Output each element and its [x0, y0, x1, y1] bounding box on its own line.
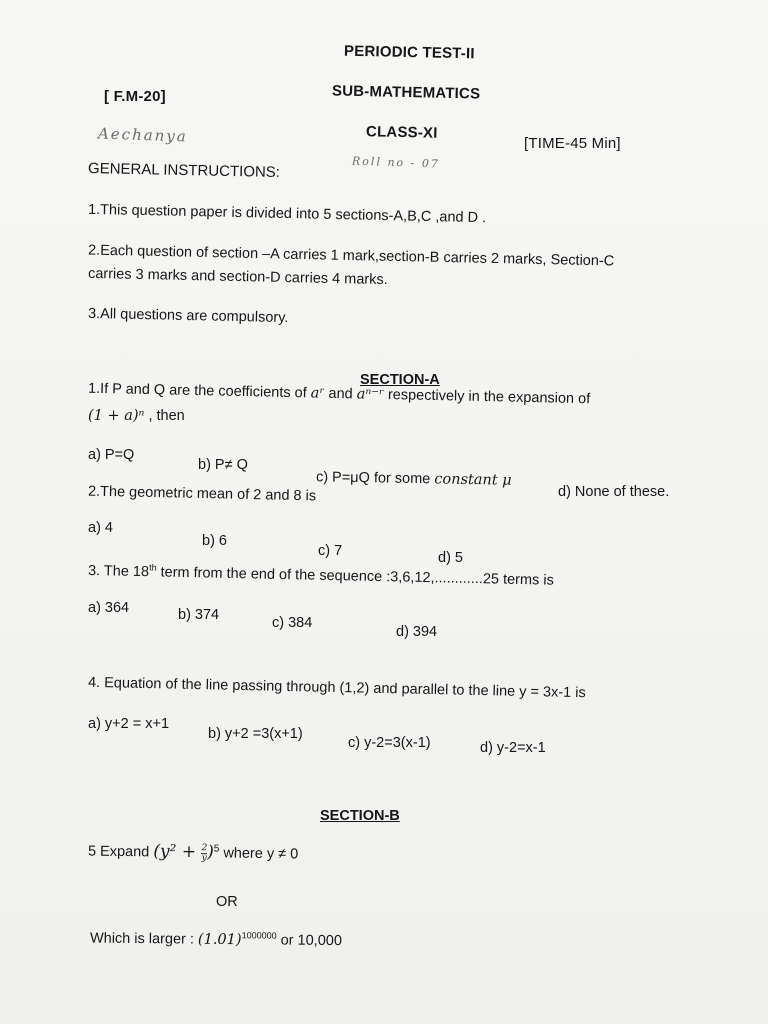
instruction-2: 2.Each question of section –A carries 1 mark,section-B carries 2 marks, Section-C	[87, 242, 615, 270]
q5-alt-start: Which is larger :	[89, 930, 199, 948]
q1-option-d: d) None of these.	[558, 484, 670, 500]
q1-math-expansion: (1 + a)ⁿ	[88, 408, 145, 424]
q1-option-c-text: c) P=μQ for some	[315, 469, 435, 488]
test-title: PERIODIC TEST-II	[343, 42, 475, 63]
question-3	[88, 561, 554, 589]
q5-text-start: 5 Expand	[87, 843, 154, 861]
question-1-line-1	[88, 381, 590, 408]
q4-option-d: d) y-2=x-1	[480, 740, 546, 756]
q1-math-a-nr: aⁿ⁻ʳ	[356, 386, 385, 403]
q4-option-a: a) y+2 = x+1	[88, 716, 170, 732]
question-1-line-2	[88, 408, 185, 424]
q5-expr-exp: 5	[213, 843, 220, 855]
instruction-1: 1.This question paper is divided into 5 sections-A,B,C ,and D .	[87, 201, 487, 227]
q3-text-end: term from the end of the sequence :3,6,12,............25 terms is	[156, 564, 554, 589]
q5-alt-end: or 10,000	[276, 932, 343, 950]
q5-frac-num: 2	[201, 842, 208, 853]
q5-alt-exp: 1000000	[241, 930, 277, 941]
q2-option-c: c) 7	[318, 543, 343, 559]
q5-expr-close: )	[207, 842, 214, 863]
handwritten-roll: Roll no - 07	[351, 154, 441, 171]
full-marks: [ F.M-20]	[104, 88, 166, 105]
q4-option-b: b) y+2 =3(x+1)	[208, 726, 303, 742]
instruction-2-cont: carries 3 marks and section-D carries 4 marks.	[87, 265, 388, 289]
handwritten-name: Aechanya	[97, 124, 189, 146]
q1-option-c-math: constant μ	[434, 471, 512, 489]
q1-math-a-r: aʳ	[310, 385, 325, 402]
instructions-heading: GENERAL INSTRUCTIONS:	[87, 159, 281, 182]
q1-text-start: 1.If P and Q are the coefficients of	[87, 380, 311, 402]
q1-text-mid: and	[324, 385, 357, 403]
q1-option-c	[316, 469, 512, 488]
q3-option-b: b) 374	[178, 607, 220, 623]
q3-option-c: c) 384	[272, 615, 313, 631]
time-label: [TIME-45 Min]	[524, 135, 621, 152]
q2-option-b: b) 6	[202, 533, 227, 549]
q5-text-end: where y ≠ 0	[219, 845, 299, 863]
q5-alternative	[90, 929, 342, 949]
q3-option-d: d) 394	[396, 624, 438, 640]
q1-text-end: respectively in the expansion of	[383, 386, 591, 408]
class-label: CLASS-XI	[365, 123, 438, 142]
q2-option-d: d) 5	[438, 550, 463, 566]
q5-or: OR	[216, 894, 238, 910]
question-4: 4. Equation of the line passing through (1,2) and parallel to the line y = 3x-1 is	[87, 674, 586, 702]
q3-text-sup: th	[149, 562, 157, 573]
section-b-title: SECTION-B	[320, 808, 400, 824]
section-a-title: SECTION-A	[360, 372, 440, 388]
q5-frac-den: y	[201, 852, 207, 863]
q3-text-start: 3. The 18	[87, 562, 150, 581]
q1-then: , then	[144, 408, 185, 424]
q3-option-a: a) 364	[88, 600, 130, 616]
q1-option-a: a) P=Q	[88, 447, 135, 463]
question-2: 2.The geometric mean of 2 and 8 is	[87, 483, 317, 505]
subject-label: SUB-MATHEMATICS	[331, 82, 481, 103]
q1-option-b: b) P≠ Q	[198, 457, 248, 473]
q4-option-c: c) y-2=3(x-1)	[348, 735, 431, 751]
question-5	[88, 841, 299, 865]
q5-alt-base: (1.01)	[197, 931, 242, 949]
q2-option-a: a) 4	[88, 520, 113, 536]
q5-expr-base: (y² +	[153, 841, 202, 863]
instruction-3: 3.All questions are compulsory.	[87, 305, 289, 327]
